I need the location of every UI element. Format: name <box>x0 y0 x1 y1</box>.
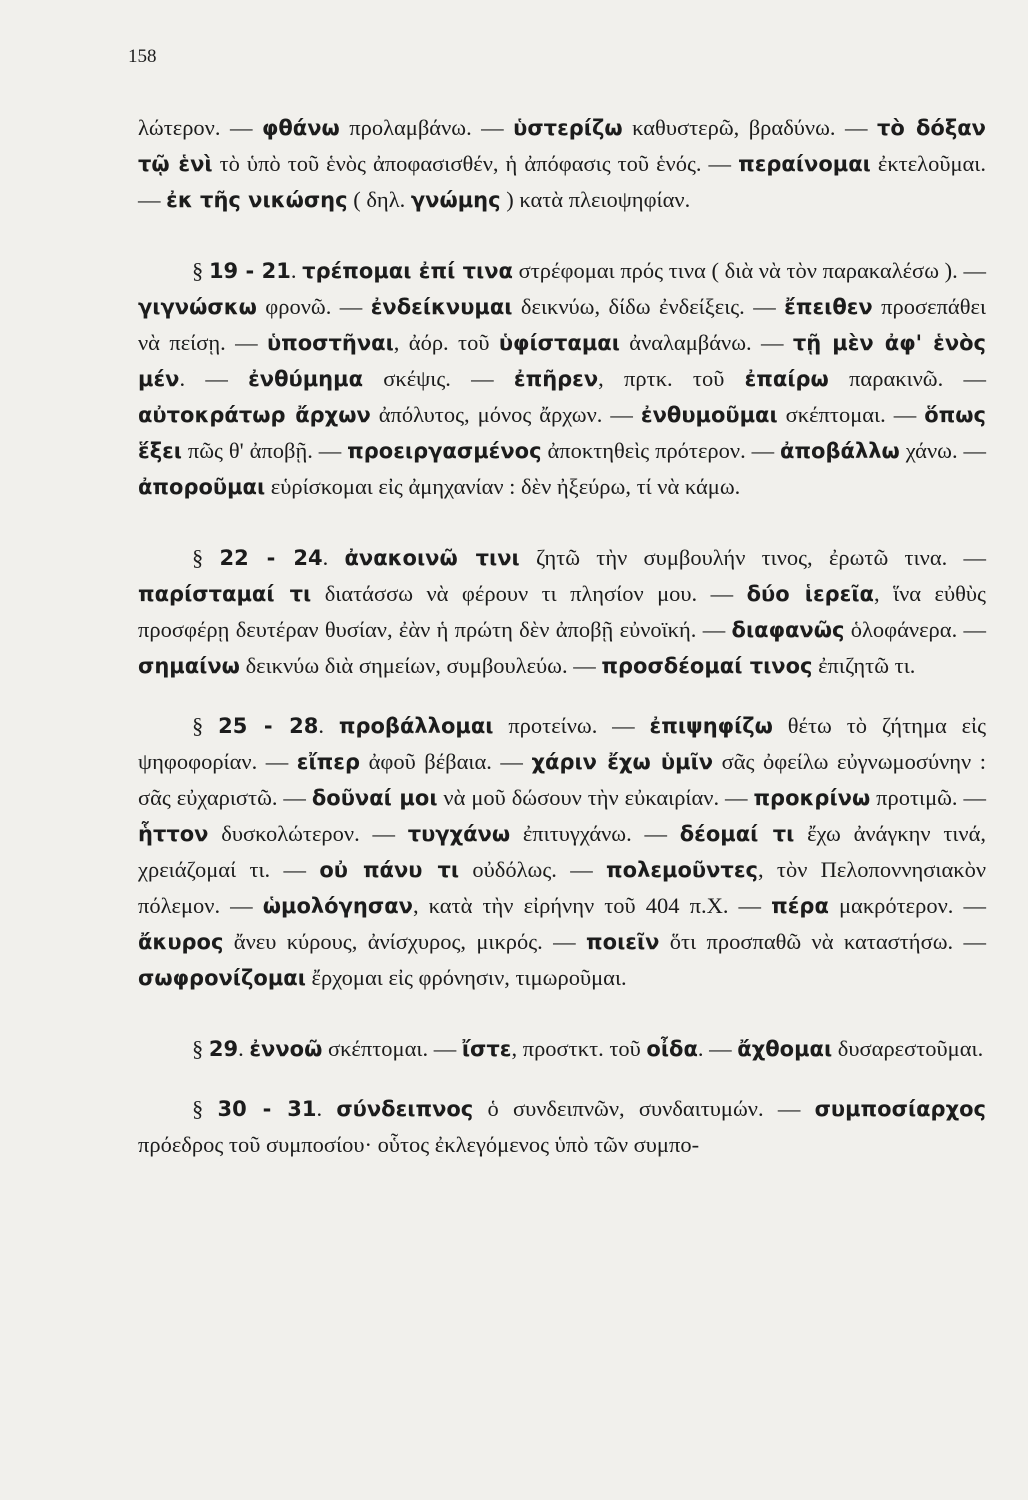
headword: πολεμοῦντες <box>606 858 758 882</box>
headword: οἶδα <box>646 1037 698 1061</box>
gloss-text: ἔχω ἀνάγκην τινά, χρειάζομαί τι. — <box>138 821 986 882</box>
gloss-text: νὰ μοῦ δώσουν τὴν εὐκαιρίαν. — <box>437 785 754 810</box>
page-body <box>138 110 986 1162</box>
gloss-text: λώτερον. — <box>138 115 262 140</box>
gloss-text: ( δηλ. <box>347 187 411 212</box>
headword: ὑποστῆναι <box>266 331 394 355</box>
headword: 29 <box>208 1037 239 1061</box>
headword: 22 - 24 <box>219 546 323 570</box>
gloss-text: δεικνύω, δίδω ἐνδείξεις. — <box>512 294 785 319</box>
gloss-text: εὑρίσκομαι εἰς ἀμηχανίαν : δὲν ἠξεύρω, τί νὰ κάμω. <box>265 474 741 499</box>
gloss-text: πῶς θ' ἀποβῇ. — <box>181 438 348 463</box>
gloss-text: . <box>318 713 339 738</box>
headword: ἄκυρος <box>138 930 224 954</box>
gloss-text: προτιμῶ. — <box>870 785 986 810</box>
headword: προσδέομαί τινος <box>601 654 813 678</box>
headword: χάριν ἔχω ὑμῖν <box>531 750 714 774</box>
paragraph-section-29 <box>138 1031 986 1067</box>
headword: δέομαί τι <box>679 822 795 846</box>
headword: σημαίνω <box>138 654 240 678</box>
gloss-text: ὁλοφάνερα. — <box>844 617 986 642</box>
headword: ἐνδείκνυμαι <box>370 295 513 319</box>
headword: ἀποροῦμαι <box>138 475 266 499</box>
headword: προκρίνω <box>753 786 871 810</box>
gloss-text: ζητῶ τὴν συμβουλήν τινος, ἐρωτῶ τινα. — <box>519 545 986 570</box>
gloss-text: διατάσσω νὰ φέρουν τι πλησίον μου. — <box>311 581 747 606</box>
headword: γιγνώσκω <box>138 295 257 319</box>
headword: παρίσταμαί τι <box>138 582 312 606</box>
gloss-text: προσεπάθει νὰ πείσῃ. — <box>138 294 986 355</box>
gloss-text: ἀφοῦ βέβαια. — <box>360 749 532 774</box>
gloss-text: καθυστερῶ, βραδύνω. — <box>622 115 877 140</box>
headword: ἧττον <box>138 822 209 846</box>
paragraph-section-19-21 <box>138 253 986 505</box>
headword: διαφανῶς <box>731 618 845 642</box>
headword: ὑστερίζω <box>513 116 623 140</box>
gloss-text: ἐπιτυγχάνω. — <box>510 821 680 846</box>
headword: ὅπως ἕξει <box>138 403 986 463</box>
gloss-text: θέτω τὸ ζήτημα εἰς ψηφοφορίαν. — <box>138 713 986 774</box>
gloss-text: ἀναλαμβάνω. — <box>619 330 793 355</box>
gloss-text: οὐδόλως. — <box>459 857 607 882</box>
gloss-text: φρονῶ. — <box>256 294 371 319</box>
gloss-text: δυσκολώτερον. — <box>208 821 408 846</box>
gloss-text: ἔρχομαι εἰς φρόνησιν, τιμωροῦμαι. <box>305 965 627 990</box>
headword: ἔπειθεν <box>784 295 873 319</box>
headword: προειργασμένος <box>347 439 542 463</box>
gloss-text: ἄνευ κύρους, ἀνίσχυρος, μικρός. — <box>223 929 587 954</box>
gloss-text: , πρτκ. τοῦ <box>598 366 745 391</box>
gloss-text: παρακινῶ. — <box>828 366 987 391</box>
gloss-text: δεικνύω διὰ σημείων, συμβουλεύω. — <box>239 653 602 678</box>
headword: αὐτοκράτωρ ἄρχων <box>138 403 371 427</box>
gloss-text: τὸ ὑπὸ τοῦ ἑνὸς ἀποφασισθέν, ἡ ἀπόφασις τοῦ ἑνός. — <box>212 151 739 176</box>
headword: ὡμολόγησαν <box>262 894 413 918</box>
paragraph-section-25-28 <box>138 708 986 996</box>
gloss-text: ἀποκτηθεὶς πρότερον. — <box>541 438 781 463</box>
page-number: 158 <box>128 46 157 67</box>
paragraph-section-30-31 <box>138 1091 986 1162</box>
headword: δοῦναί μοι <box>311 786 438 810</box>
headword: τρέπομαι ἐπί τινα <box>302 259 513 283</box>
gloss-text: σᾶς ὀφείλω εὐγνωμοσύνην : σᾶς εὐχαριστῶ. — <box>138 749 986 810</box>
headword: εἴπερ <box>296 750 361 774</box>
gloss-text: . <box>322 545 345 570</box>
gloss-text: χάνω. — <box>899 438 986 463</box>
gloss-text: § <box>192 258 209 283</box>
gloss-text: , κατὰ τὴν εἰρήνην τοῦ 404 π.Χ. — <box>412 893 772 918</box>
gloss-text: πρόεδρος τοῦ συμποσίου· οὗτος ἐκλεγόμενος ὑπὸ τῶν συμπο- <box>138 1132 700 1157</box>
headword: ἐπῆρεν <box>513 367 599 391</box>
headword: ποιεῖν <box>586 930 660 954</box>
gloss-text: ) κατὰ πλειοψηφίαν. <box>500 187 691 212</box>
headword: ἴστε <box>461 1037 512 1061</box>
headword: φθάνω <box>261 116 340 140</box>
headword: ἀποβάλλω <box>780 439 900 463</box>
gloss-text: , ἀόρ. τοῦ <box>393 330 499 355</box>
gloss-text: . — <box>179 366 249 391</box>
gloss-text: . <box>290 258 303 283</box>
headword: ἐπιψηφίζω <box>649 714 773 738</box>
headword: ἐνθύμημα <box>248 367 363 391</box>
headword: περαίνομαι <box>738 152 871 176</box>
gloss-text: ἐπιζητῶ τι. <box>812 653 916 678</box>
gloss-text: , προστκτ. τοῦ <box>511 1036 647 1061</box>
headword: 25 - 28 <box>218 714 319 738</box>
headword: σύνδειπνος <box>336 1097 474 1121</box>
headword: ἐννοῶ <box>249 1037 323 1061</box>
headword: τὸ δόξαν τῷ ἑνὶ <box>138 116 986 176</box>
headword: τυγχάνω <box>407 822 511 846</box>
headword: ὑφίσταμαι <box>498 331 620 355</box>
headword: τῇ μὲν ἀφ' ἑνὸς μέν <box>138 331 986 391</box>
headword: συμποσίαρχος <box>814 1097 987 1121</box>
paragraph-continuation <box>138 110 986 218</box>
gloss-text: δυσαρεστοῦμαι. <box>832 1036 984 1061</box>
headword: ἀνακοινῶ τινι <box>344 546 520 570</box>
headword: σωφρονίζομαι <box>138 966 306 990</box>
gloss-text: ἐκτελοῦμαι. — <box>138 151 986 212</box>
gloss-text: . <box>316 1096 337 1121</box>
gloss-text: σκέπτομαι. — <box>322 1036 462 1061</box>
gloss-text: ὁ συνδειπνῶν, συνδαιτυμών. — <box>473 1096 815 1121</box>
gloss-text: . <box>238 1036 250 1061</box>
headword: γνώμης <box>410 188 501 212</box>
gloss-text: μακρότερον. — <box>828 893 986 918</box>
gloss-text: § <box>192 713 219 738</box>
paragraph-section-22-24 <box>138 540 986 684</box>
gloss-text: . — <box>697 1036 738 1061</box>
headword: ἐνθυμοῦμαι <box>640 403 778 427</box>
gloss-text: ὅτι προσπαθῶ νὰ καταστήσω. — <box>659 929 986 954</box>
gloss-text: , ἵνα εὐθὺς προσφέρῃ δευτέραν θυσίαν, ἐὰν ἡ πρώτη δὲν ἀποβῇ εὐνοϊκή. — <box>138 581 986 642</box>
gloss-text: προτείνω. — <box>493 713 650 738</box>
headword: οὐ πάνυ τι <box>319 858 460 882</box>
headword: ἄχθομαι <box>737 1037 833 1061</box>
headword: ἐκ τῆς νικώσης <box>166 188 348 212</box>
gloss-text: προλαμβάνω. — <box>339 115 514 140</box>
gloss-text: § <box>192 1096 218 1121</box>
gloss-text: στρέφομαι πρός τινα ( διὰ νὰ τὸν παρακαλέσω ). — <box>512 258 986 283</box>
headword: ἐπαίρω <box>744 367 829 391</box>
gloss-text: σκέπτομαι. — <box>777 402 925 427</box>
headword: 30 - 31 <box>217 1097 317 1121</box>
gloss-text: ἀπόλυτος, μόνος ἄρχων. — <box>370 402 641 427</box>
gloss-text: § <box>192 545 220 570</box>
gloss-text: σκέψις. — <box>363 366 514 391</box>
gloss-text: § <box>192 1036 209 1061</box>
gloss-text: , τὸν Πελοποννησιακὸν πόλεμον. — <box>138 857 986 918</box>
headword: πέρα <box>771 894 829 918</box>
headword: δύο ἱερεῖα <box>746 582 874 606</box>
headword: 19 - 21 <box>208 259 291 283</box>
headword: προβάλλομαι <box>338 714 494 738</box>
